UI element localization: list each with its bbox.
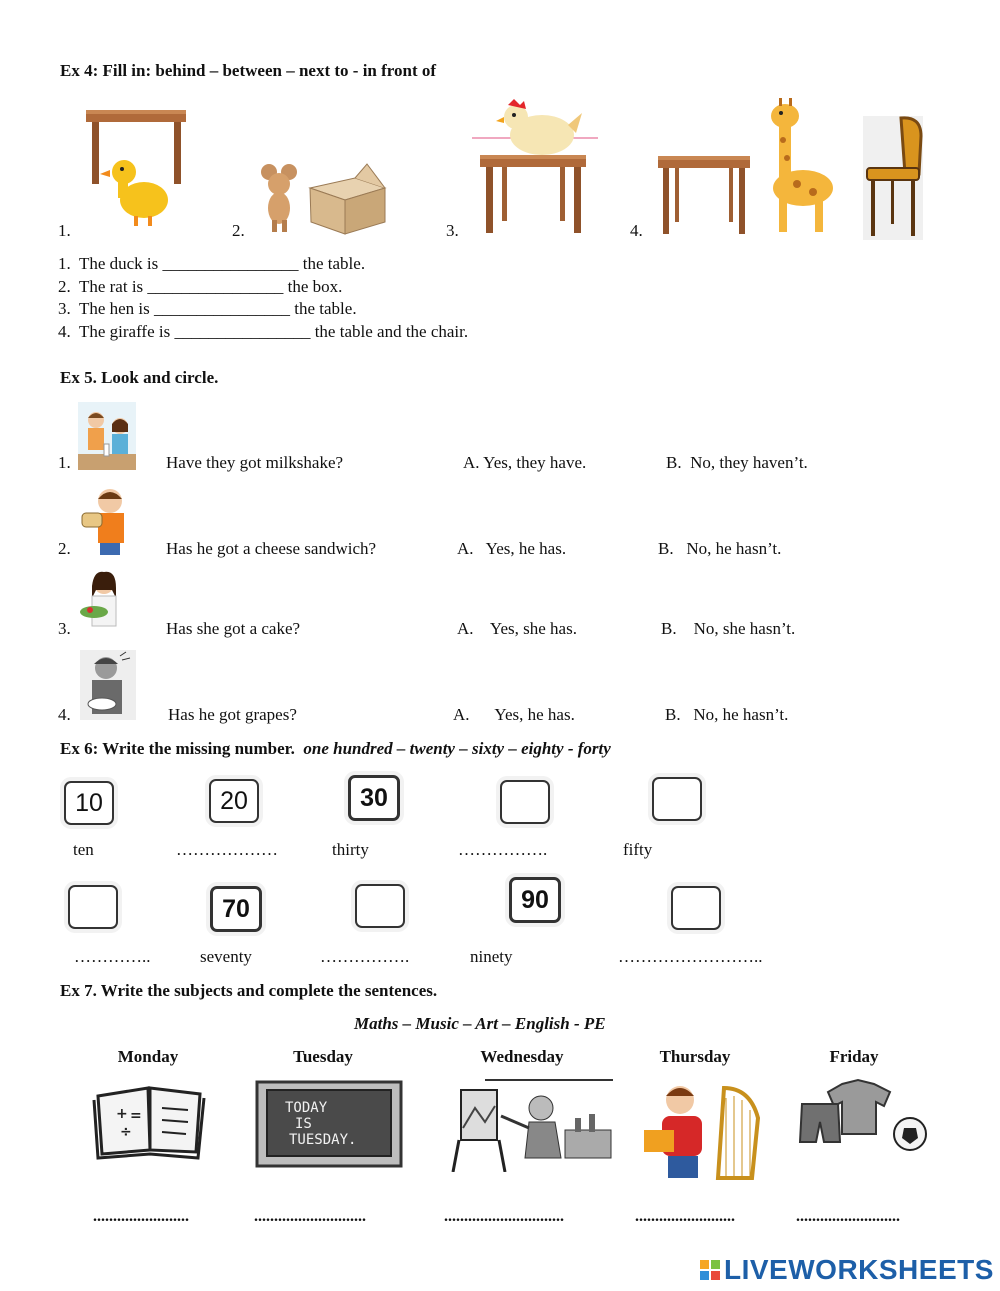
sentence-text: The hen is ________________ the table.: [78, 299, 357, 318]
svg-text:÷: ÷: [120, 1124, 132, 1140]
board-line-2: IS: [295, 1116, 312, 1132]
liveworksheets-logo[interactable]: [700, 1254, 994, 1286]
boy-plate-picture: [80, 650, 136, 720]
music-harp-picture: [640, 1078, 768, 1182]
sentence-text: The duck is ________________ the table.: [78, 254, 366, 273]
ex5-item-3-option-a[interactable]: A. Yes, she has.: [457, 619, 577, 638]
sentence-number: 2.: [58, 277, 71, 296]
ex6-heading: [60, 739, 611, 759]
day-monday: Monday: [117, 1047, 179, 1066]
day-wednesday: Wednesday: [480, 1047, 564, 1066]
sentence-number: 1.: [58, 254, 71, 273]
ex5-item-1-number: 1.: [58, 453, 71, 472]
ex5-item-3-question: Has she got a cake?: [166, 619, 301, 638]
logo-text: LIVEWORKSHEETS: [724, 1254, 994, 1285]
sentence-text: The giraffe is ________________ the table and the chair.: [78, 322, 469, 341]
giraffe-table-chair-picture: [655, 96, 930, 240]
friday-answer-blank[interactable]: ..........................: [796, 1208, 900, 1225]
sentence-text: The rat is ________________ the box.: [78, 277, 343, 296]
svg-text:+: +: [116, 1106, 128, 1122]
ex5-item-2-option-b[interactable]: B. No, he hasn’t.: [658, 539, 782, 558]
day-thursday: Thursday: [659, 1047, 731, 1066]
monday-answer-blank[interactable]: ........................: [93, 1208, 189, 1225]
ex5-title: Ex 5. Look and circle.: [60, 368, 219, 387]
ex4-title: Ex 4: Fill in: behind – between – next to - in front of: [60, 61, 437, 80]
number-box-20: 20: [209, 779, 259, 823]
ex7-title: Ex 7. Write the subjects and complete the sentences.: [60, 981, 438, 1000]
hen-table-picture: [472, 95, 602, 235]
art-painting-picture: [445, 1078, 613, 1172]
ex4-sentence-3[interactable]: [58, 299, 357, 319]
ex5-item-1-option-a[interactable]: A. Yes, they have.: [463, 453, 587, 472]
ex4-sentence-2[interactable]: [58, 277, 342, 297]
eighty-blank[interactable]: …………….: [320, 947, 410, 966]
wednesday-answer-blank[interactable]: ..............................: [444, 1208, 564, 1225]
number-box-empty-5[interactable]: [671, 886, 721, 930]
ex7-word-bank: Maths – Music – Art – English - PE: [354, 1014, 606, 1033]
kids-milkshake-picture: [78, 402, 136, 470]
number-box-10: 10: [64, 781, 114, 825]
board-line-1: TODAY: [285, 1100, 328, 1116]
picture-number-4: 4.: [630, 221, 643, 240]
picture-number-2: 2.: [232, 221, 245, 240]
ex6-title: Ex 6: Write the missing number.: [60, 739, 295, 758]
ex6-word-bank: one hundred – twenty – sixty – eighty - forty: [303, 739, 611, 758]
forty-blank[interactable]: …………….: [458, 840, 548, 859]
number-box-70: 70: [210, 886, 262, 932]
day-friday: Friday: [829, 1047, 879, 1066]
picture-number-3: 3.: [446, 221, 459, 240]
number-box-empty-1[interactable]: [500, 780, 550, 824]
fifty-label: fifty: [623, 840, 653, 859]
maths-book-picture: [90, 1080, 210, 1160]
ex5-item-4-number: 4.: [58, 705, 71, 724]
ex5-item-3-number: 3.: [58, 619, 71, 638]
sixty-blank[interactable]: …………..: [74, 947, 151, 966]
blackboard-picture: [255, 1080, 403, 1168]
ex4-sentence-4[interactable]: [58, 322, 468, 342]
number-box-empty-2[interactable]: [652, 777, 702, 821]
sentence-number: 4.: [58, 322, 71, 341]
duck-table-picture: [82, 104, 192, 230]
seventy-label: seventy: [200, 947, 252, 966]
day-tuesday: Tuesday: [293, 1047, 353, 1066]
ex5-item-4-option-b[interactable]: B. No, he hasn’t.: [665, 705, 789, 724]
thirty-label: thirty: [332, 840, 369, 859]
logo-squares-icon: [700, 1260, 720, 1280]
tuesday-answer-blank[interactable]: ............................: [254, 1208, 366, 1225]
ex5-item-1-question: Have they got milkshake?: [166, 453, 344, 472]
ex5-item-4-question: Has he got grapes?: [168, 705, 297, 724]
ex5-item-1-option-b[interactable]: B. No, they haven’t.: [666, 453, 808, 472]
twenty-blank[interactable]: ………………: [176, 840, 278, 859]
number-box-90: 90: [509, 877, 561, 923]
thursday-answer-blank[interactable]: .........................: [635, 1208, 735, 1225]
board-line-3: TUESDAY.: [289, 1132, 357, 1148]
sentence-number: 3.: [58, 299, 71, 318]
number-box-empty-3[interactable]: [68, 885, 118, 929]
number-box-30: 30: [348, 775, 400, 821]
ten-label: ten: [73, 840, 94, 859]
ex5-item-2-number: 2.: [58, 539, 71, 558]
ninety-label: ninety: [470, 947, 513, 966]
girl-salad-picture: [80, 570, 128, 636]
ex5-item-4-option-a[interactable]: A. Yes, he has.: [453, 705, 575, 724]
boy-sandwich-picture: [80, 485, 132, 555]
ex5-item-2-question: Has he got a cheese sandwich?: [166, 539, 377, 558]
svg-text:=: =: [130, 1108, 142, 1124]
ex5-item-3-option-b[interactable]: B. No, she hasn’t.: [661, 619, 796, 638]
picture-number-1: 1.: [58, 221, 71, 240]
pe-clothes-picture: [798, 1078, 930, 1154]
ex5-item-2-option-a[interactable]: A. Yes, he has.: [457, 539, 567, 558]
ex4-sentence-1[interactable]: [58, 254, 365, 274]
number-box-empty-4[interactable]: [355, 884, 405, 928]
one-hundred-blank[interactable]: ……………………..: [618, 947, 763, 966]
mouse-box-picture: [255, 160, 395, 236]
